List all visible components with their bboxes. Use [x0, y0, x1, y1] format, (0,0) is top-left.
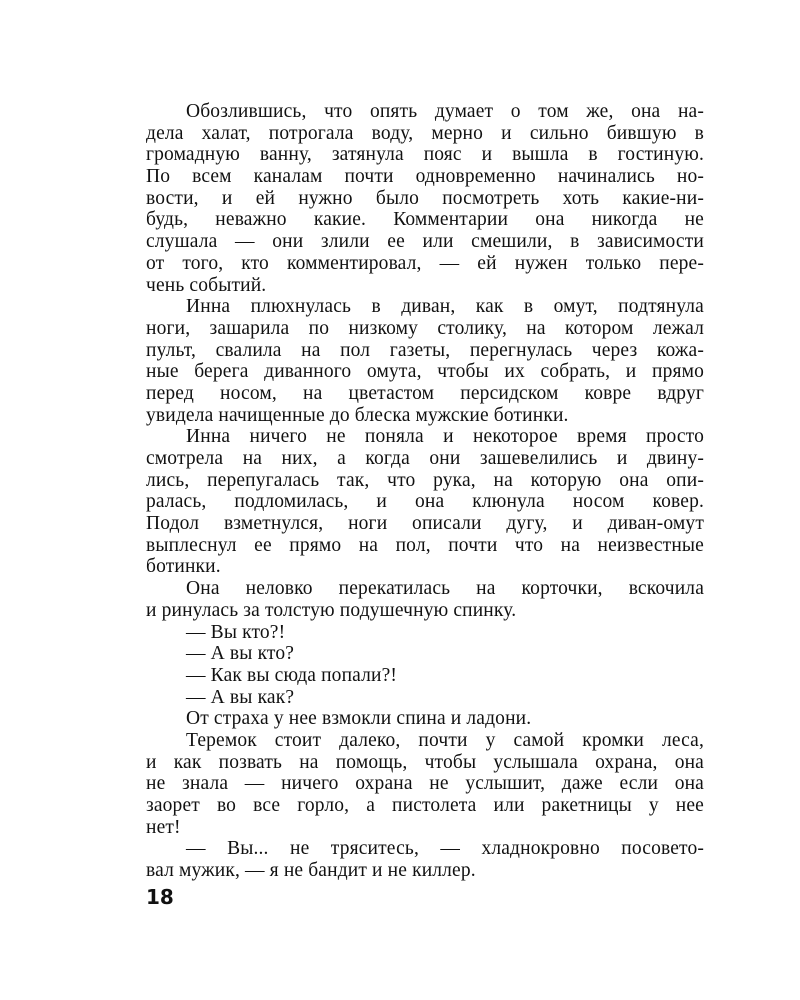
text-line: дела халат, потрогала воду, мерно и сильно бившую в — [146, 122, 704, 144]
text-line: — А вы кто? — [186, 643, 295, 665]
body-text — [146, 101, 704, 882]
text-line: Теремок стоит далеко, почти у самой кромки леса, — [186, 729, 704, 751]
text-line: нет! — [146, 816, 181, 838]
text-line: вости, и ей нужно было посмотреть хоть какие-ни- — [146, 187, 704, 209]
page-number: 18 — [146, 885, 174, 909]
text-line: ботинки. — [146, 556, 221, 578]
text-line: — Как вы сюда попали?! — [186, 664, 398, 686]
text-line: Она неловко перекатилась на корточки, вскочила — [186, 578, 704, 600]
text-line: смотрела на них, а когда они зашевелились и двину- — [146, 448, 704, 469]
text-line: — А вы как? — [186, 686, 295, 708]
text-line: громадную ванну, затянула пояс и вышла в гостиную. — [146, 144, 704, 166]
text-line: не знала — ничего охрана не услышит, даже если она — [146, 773, 704, 795]
text-line: По всем каналам почти одновременно начинались но- — [146, 166, 704, 188]
text-line: и как позвать на помощь, чтобы услышала охрана, она — [146, 751, 704, 773]
text-line: слушала — они злили ее или смешили, в зависимости — [146, 231, 704, 253]
text-line: пульт, свалила на пол газеты, перегнулась через кожа- — [146, 339, 704, 361]
text-line: будь, неважно какие. Комментарии она никогда не — [146, 209, 704, 231]
text-line: лись, перепугалась так, что рука, на которую она опи- — [146, 469, 704, 491]
text-line: выплеснул ее прямо на пол, почти что на неизвестные — [146, 534, 704, 556]
text-line: ралась, подломилась, и она клюнула носом ковер. — [146, 491, 704, 513]
text-line: — Вы кто?! — [186, 621, 286, 643]
text-line: чень событий. — [146, 274, 267, 296]
text-line: Инна плюхнулась в диван, как в омут, подтянула — [186, 296, 704, 318]
text-line: перед носом, на цветастом персидском ковре вдруг — [146, 382, 704, 404]
text-line: Подол взметнулся, ноги описали дугу, и диван-омут — [146, 513, 704, 535]
text-line: ные берега диванного омута, чтобы их собрать, и прямо — [146, 361, 704, 383]
text-line: заорет во все горло, а пистолета или ракетницы у нее — [146, 795, 704, 816]
text-line: от того, кто комментировал, — ей нужен только пере- — [146, 252, 704, 274]
text-line: — Вы... не тряситесь, — хладнокровно посовето- — [186, 838, 704, 860]
text-line: Инна ничего не поняла и некоторое время просто — [186, 426, 704, 448]
text-line: вал мужик, — я не бандит и не киллер. — [146, 860, 476, 882]
text-line: ноги, зашарила по низкому столику, на котором лежал — [146, 317, 704, 339]
text-line: увидела начищенные до блеска мужские ботинки. — [146, 404, 569, 426]
text-line: От страха у нее взмокли спина и ладони. — [186, 708, 532, 730]
text-line: Обозлившись, что опять думает о том же, она на- — [186, 101, 704, 122]
text-line: и ринулась за толстую подушечную спинку. — [146, 599, 517, 621]
